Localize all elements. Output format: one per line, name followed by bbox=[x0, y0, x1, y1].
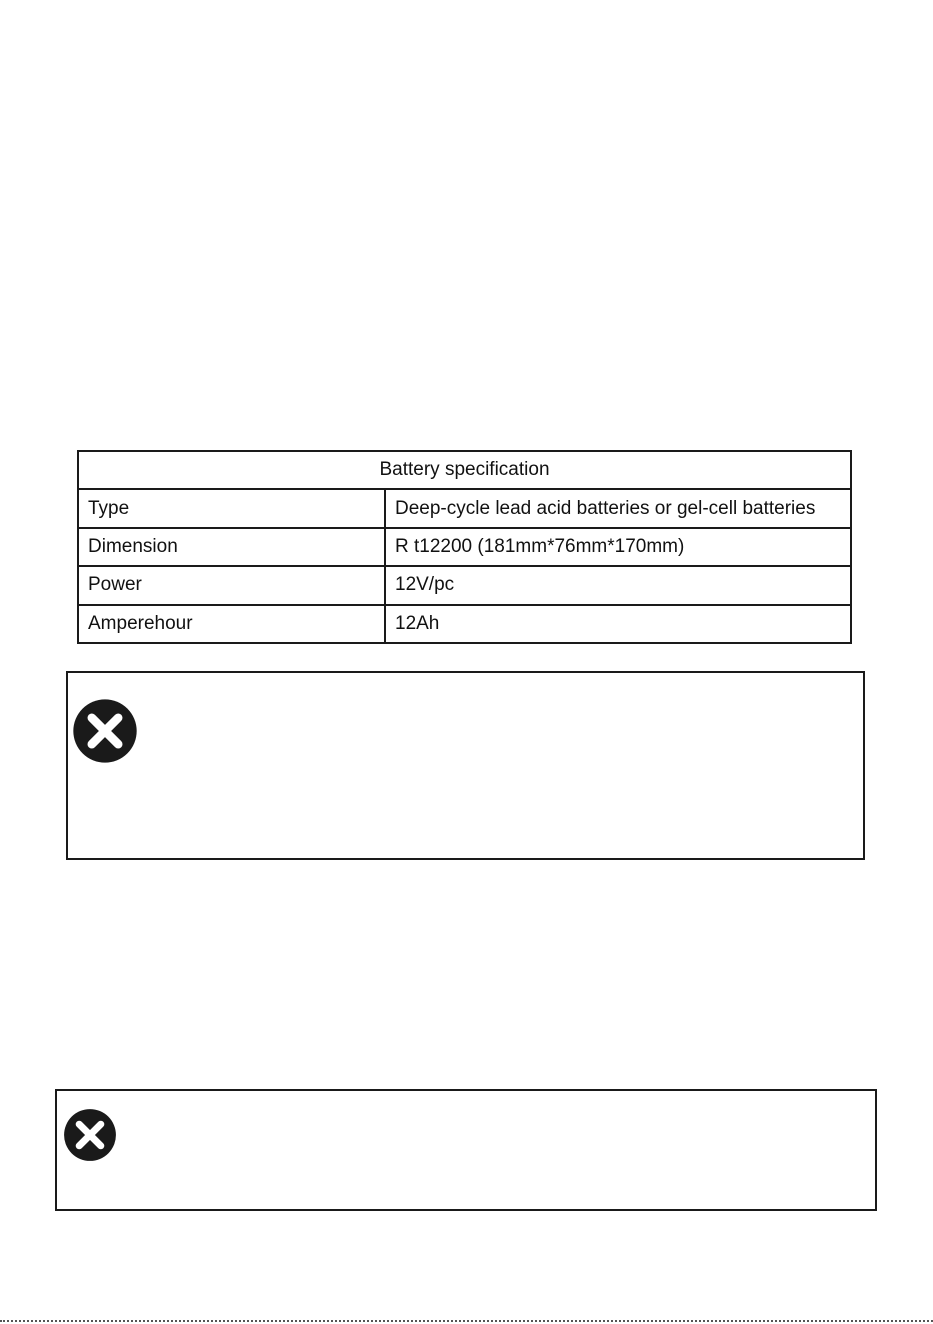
table-caption: Battery specification bbox=[78, 451, 851, 489]
row-value: Deep-cycle lead acid batteries or gel-cell batteries bbox=[385, 489, 851, 527]
page-bottom-rule bbox=[0, 1320, 933, 1322]
row-label: Type bbox=[78, 489, 385, 527]
table-row-dimension bbox=[78, 528, 851, 566]
table-row-amperehour bbox=[78, 605, 851, 643]
row-label: Amperehour bbox=[78, 605, 385, 643]
table-row-type bbox=[78, 489, 851, 527]
row-value: 12Ah bbox=[385, 605, 851, 643]
row-value: R t12200 (181mm*76mm*170mm) bbox=[385, 528, 851, 566]
prohibition-x-icon bbox=[72, 698, 138, 764]
table-caption-row bbox=[78, 451, 851, 489]
warning-box-1 bbox=[66, 671, 865, 860]
row-label: Dimension bbox=[78, 528, 385, 566]
prohibition-x-icon bbox=[63, 1108, 117, 1162]
row-value: 12V/pc bbox=[385, 566, 851, 604]
battery-specification-table bbox=[77, 450, 852, 644]
table-row-power bbox=[78, 566, 851, 604]
warning-box-2 bbox=[55, 1089, 877, 1211]
row-label: Power bbox=[78, 566, 385, 604]
